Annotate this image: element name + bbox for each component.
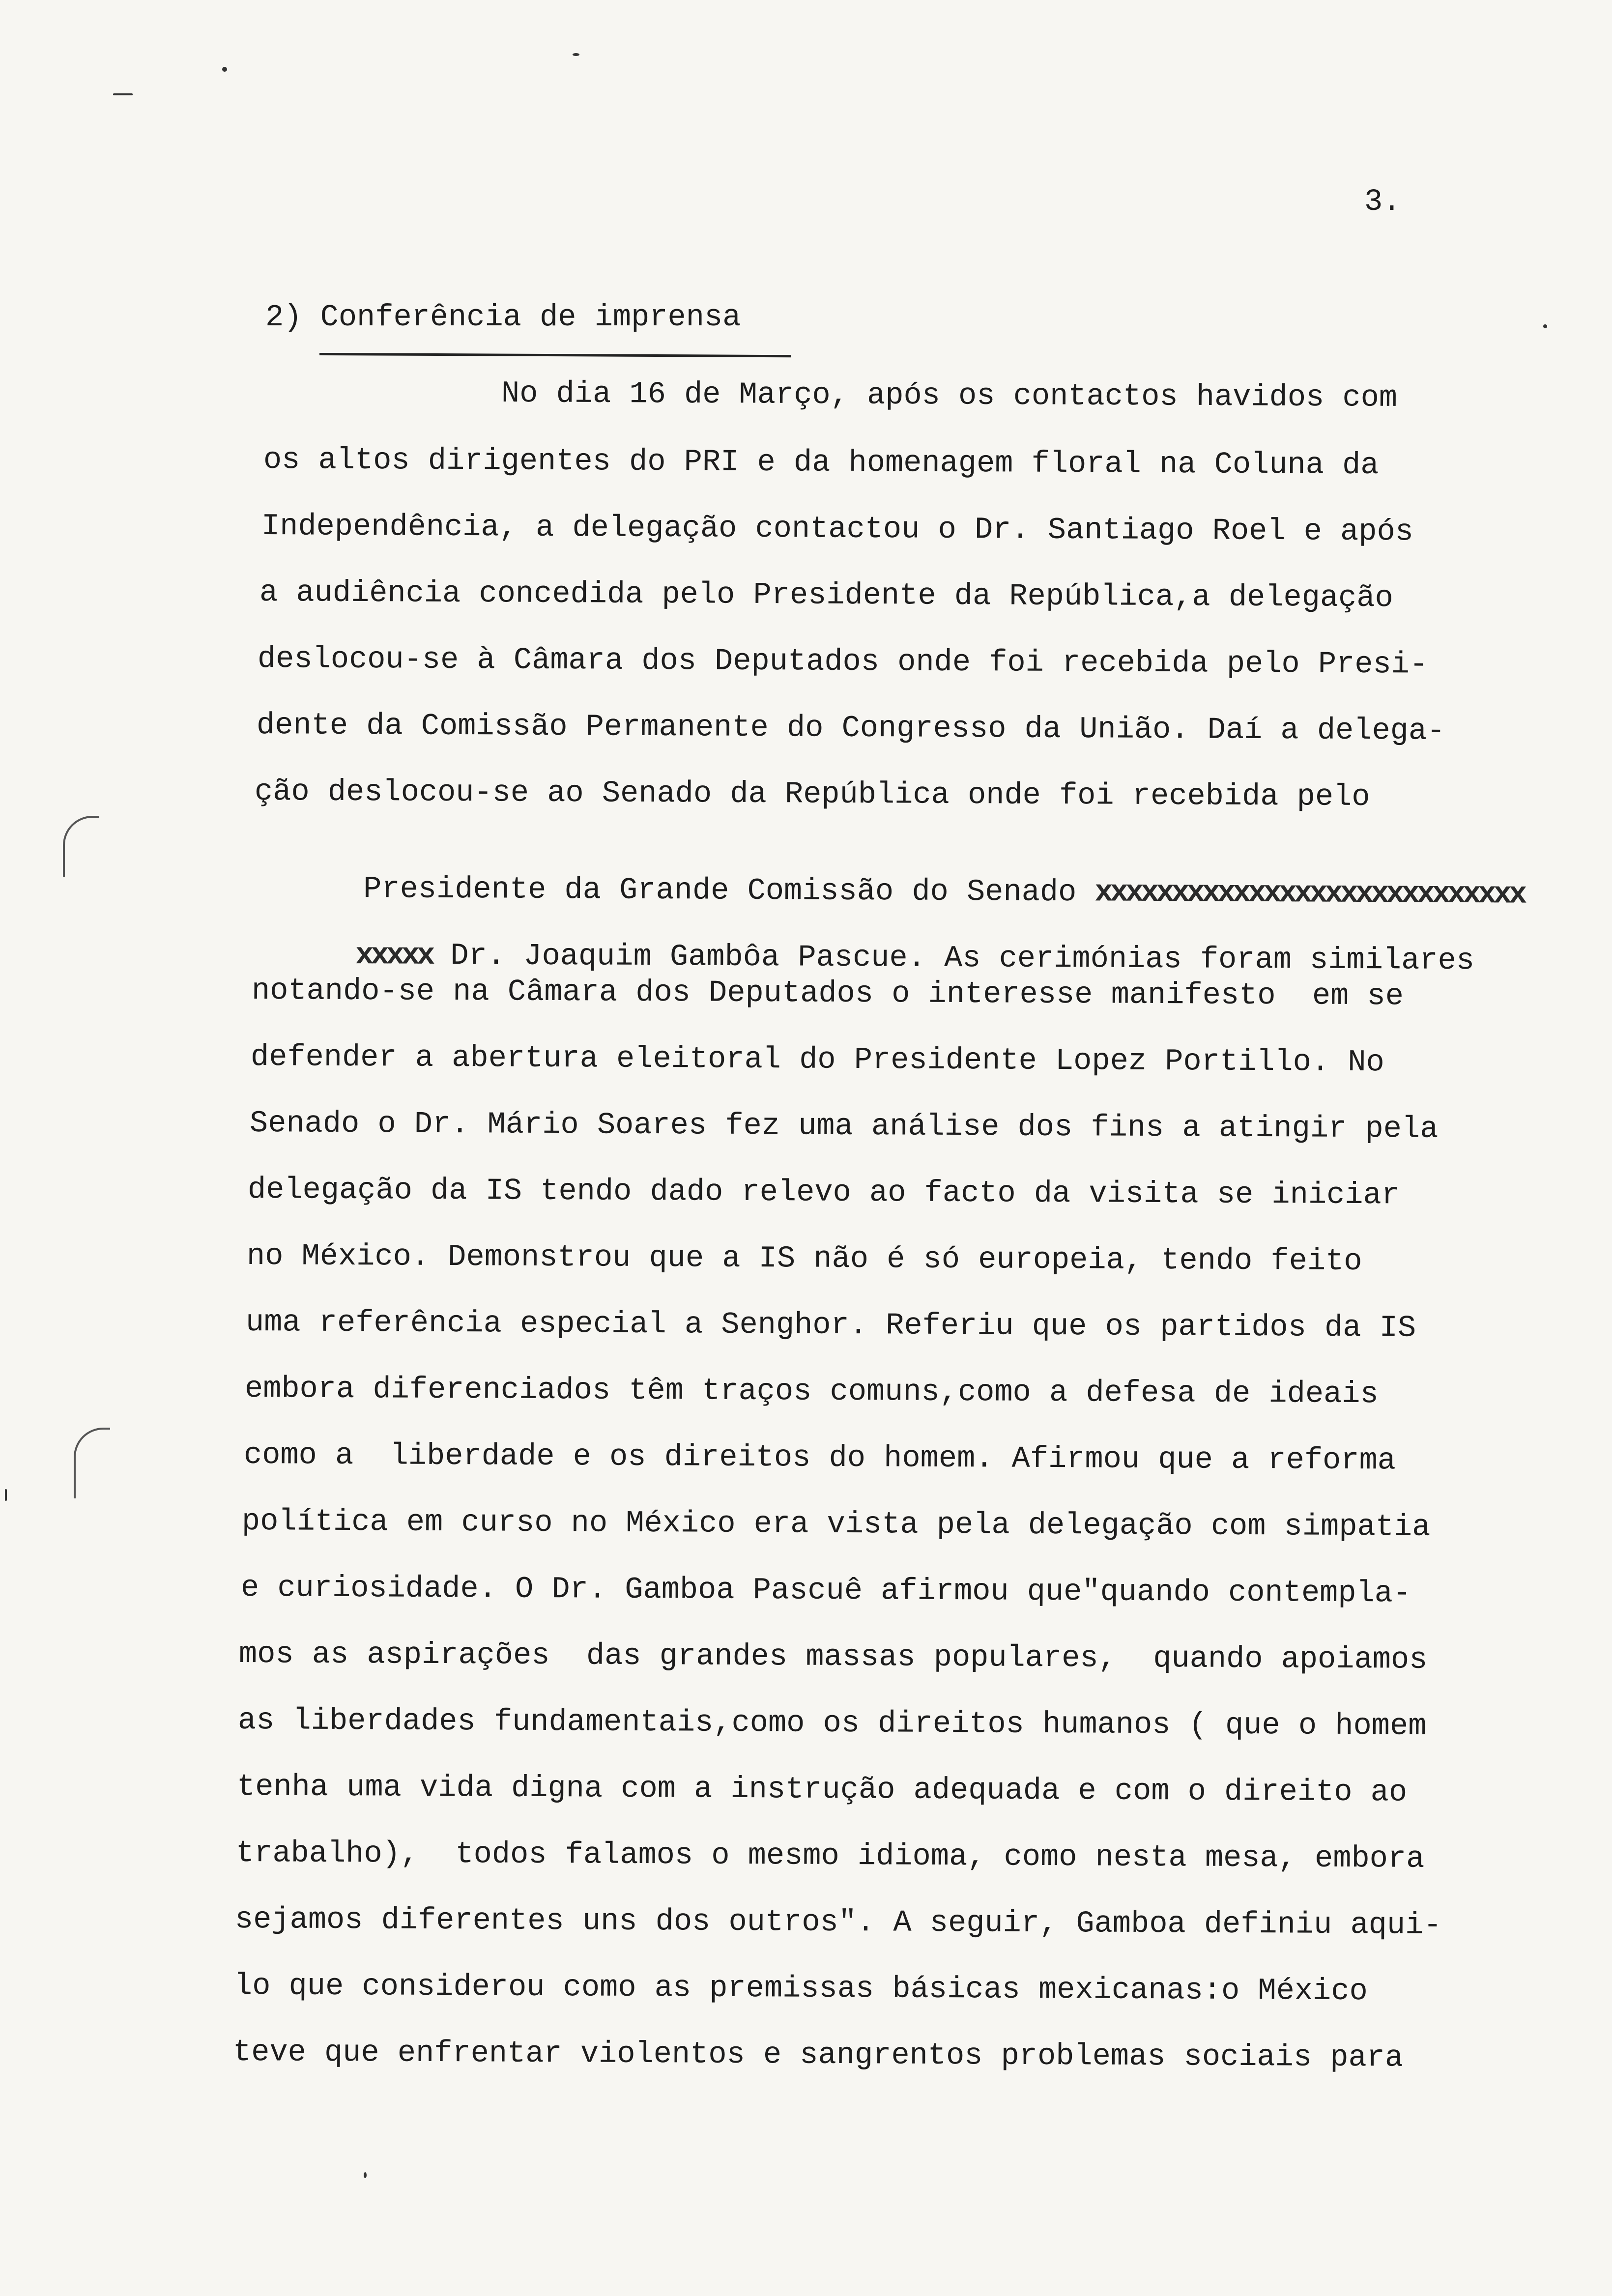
paragraph-line: como a liberdade e os direitos do homem. Afirmou que a reforma: [243, 1437, 1396, 1478]
scan-speck: [573, 53, 579, 56]
scan-speck: [364, 2172, 367, 2178]
scan-speck: [5, 1489, 7, 1501]
struck-out-text: xxxxx: [355, 938, 432, 973]
scan-speck: [222, 67, 227, 72]
paragraph-line: notando-se na Câmara dos Deputados o interesse manifesto em se: [251, 973, 1404, 1014]
struck-out-text: xxxxxxxxxxxxxxxxxxxxxxxxxxxx: [1094, 875, 1525, 912]
paragraph-line: uma referência especial a Senghor. Referiu que os partidos da IS: [245, 1305, 1416, 1346]
paragraph-line: dente da Comissão Permanente do Congresso da União. Daí a delega-: [256, 708, 1445, 748]
hole-punch-mark: [74, 1428, 110, 1498]
scan-speck: [1543, 324, 1547, 328]
paragraph-line-text: Presidente da Grande Comissão do Senado: [363, 871, 1077, 910]
paragraph-line: defender a abertura eleitoral do Presidente Lopez Portillo. No: [250, 1039, 1384, 1080]
paragraph-line: trabalho), todos falamos o mesmo idioma, como nesta mesa, embora: [235, 1836, 1425, 1876]
paragraph-line: ção deslocou-se ao Senado da República onde foi recebida pelo: [254, 774, 1370, 815]
scan-speck: [113, 93, 133, 95]
paragraph-line: embora diferenciados têm traços comuns,como a defesa de ideais: [244, 1371, 1379, 1412]
paragraph-line: No dia 16 de Março, após os contactos havidos com: [501, 376, 1398, 415]
paragraph-line: a audiência concedida pelo Presidente da República,a delegação: [259, 575, 1393, 616]
paragraph-line: mos as aspirações das grandes massas populares, quando apoiamos: [238, 1636, 1428, 1677]
paragraph-line: Senado o Dr. Mário Soares fez uma análise dos fins a atingir pela: [249, 1106, 1439, 1147]
paragraph-line: tenha uma vida digna com a instrução adequada e com o direito ao: [236, 1769, 1408, 1810]
paragraph-line: delegação da IS tendo dado relevo ao facto da visita se iniciar: [247, 1172, 1400, 1213]
paragraph-line: no México. Demonstrou que a IS não é só europeia, tendo feito: [246, 1238, 1362, 1279]
paragraph-line: Independência, a delegação contactou o Dr. Santiago Roel e após: [261, 509, 1414, 549]
heading-underline: [319, 353, 791, 357]
paragraph-line: e curiosidade. O Dr. Gamboa Pascuê afirmou que"quando contempla-: [240, 1570, 1411, 1611]
section-heading: 2) Conferência de imprensa: [265, 300, 741, 335]
paragraph-line: lo que considerou como as premissas básicas mexicanas:o México: [233, 1968, 1368, 2009]
paragraph-line: as liberdades fundamentais,como os direitos humanos ( que o homem: [237, 1703, 1427, 1744]
paragraph-line: política em curso no México era vista pela delegação com simpatia: [241, 1504, 1431, 1545]
page-number: 3.: [1364, 184, 1401, 219]
hole-punch-mark: [63, 816, 99, 877]
paragraph-line: sejamos diferentes uns dos outros". A seguir, Gamboa definiu aqui-: [234, 1902, 1442, 1943]
paragraph-line: deslocou-se à Câmara dos Deputados onde foi recebida pelo Presi-: [257, 641, 1428, 682]
paragraph-line: teve que enfrentar violentos e sangrentos problemas sociais para: [232, 2035, 1404, 2075]
paragraph-line-text: Dr. Joaquim Gambôa Pascue. As cerimónias foram similares: [450, 938, 1475, 978]
paragraph-line: os altos dirigentes do PRI e da homenagem floral na Coluna da: [263, 442, 1379, 483]
